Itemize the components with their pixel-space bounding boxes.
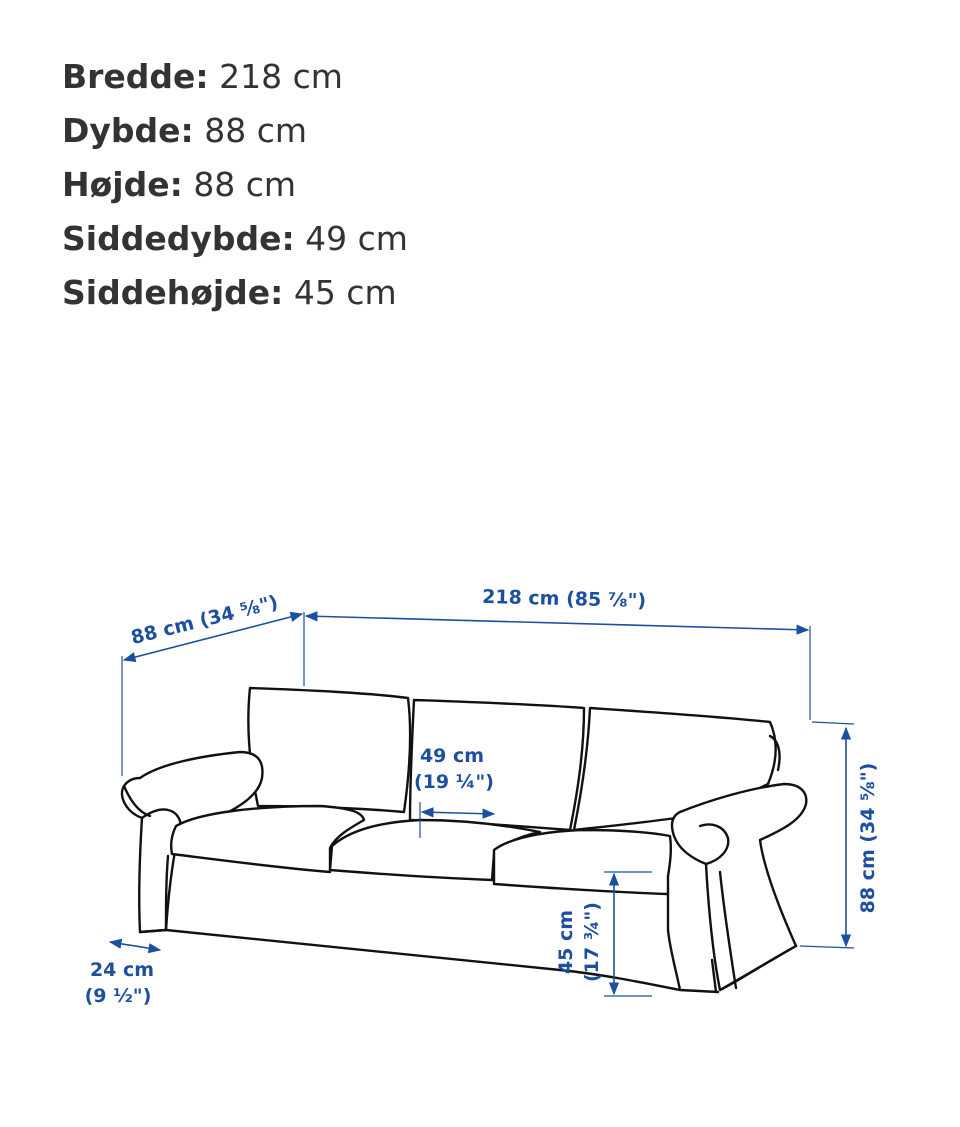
sofa-dimension-diagram (0, 560, 960, 1040)
spec-width (62, 50, 408, 104)
spec-label: Bredde: (62, 57, 209, 96)
width-label: 218 cm (85 ⅞") (481, 585, 647, 613)
spec-value: 88 cm (193, 165, 297, 204)
spec-label: Dybde: (62, 111, 194, 150)
spec-seat-depth (62, 212, 408, 266)
spec-value: 218 cm (219, 57, 343, 96)
seat-cushion-right (494, 830, 671, 894)
product-dimensions-list (62, 50, 408, 320)
seat-depth-label-inch: (19 ¼") (414, 771, 494, 793)
spec-label: Siddedybde: (62, 219, 295, 258)
seat-height-label: 45 cm (555, 909, 577, 975)
seat-height-label-inch: (17 ¾") (581, 902, 603, 982)
arm-width-dimension (85, 942, 160, 1007)
back-cushion-left (248, 688, 410, 812)
spec-height (62, 158, 408, 212)
spec-value: 88 cm (204, 111, 308, 150)
sofa-outline (122, 688, 806, 992)
spec-depth (62, 104, 408, 158)
depth-label: 88 cm (34 ⅝") (128, 591, 281, 650)
spec-seat-height (62, 266, 408, 320)
arm-width-label-inch: (9 ½") (84, 985, 152, 1007)
height-label: 88 cm (34 ⅝") (857, 762, 879, 914)
spec-value: 45 cm (293, 273, 397, 312)
spec-label: Højde: (62, 165, 183, 204)
spec-value: 49 cm (305, 219, 408, 258)
seat-depth-label: 49 cm (419, 745, 485, 767)
height-dimension (800, 722, 879, 948)
spec-label: Siddehøjde: (62, 273, 284, 312)
right-arm (672, 784, 806, 990)
arm-width-label: 24 cm (89, 959, 155, 981)
